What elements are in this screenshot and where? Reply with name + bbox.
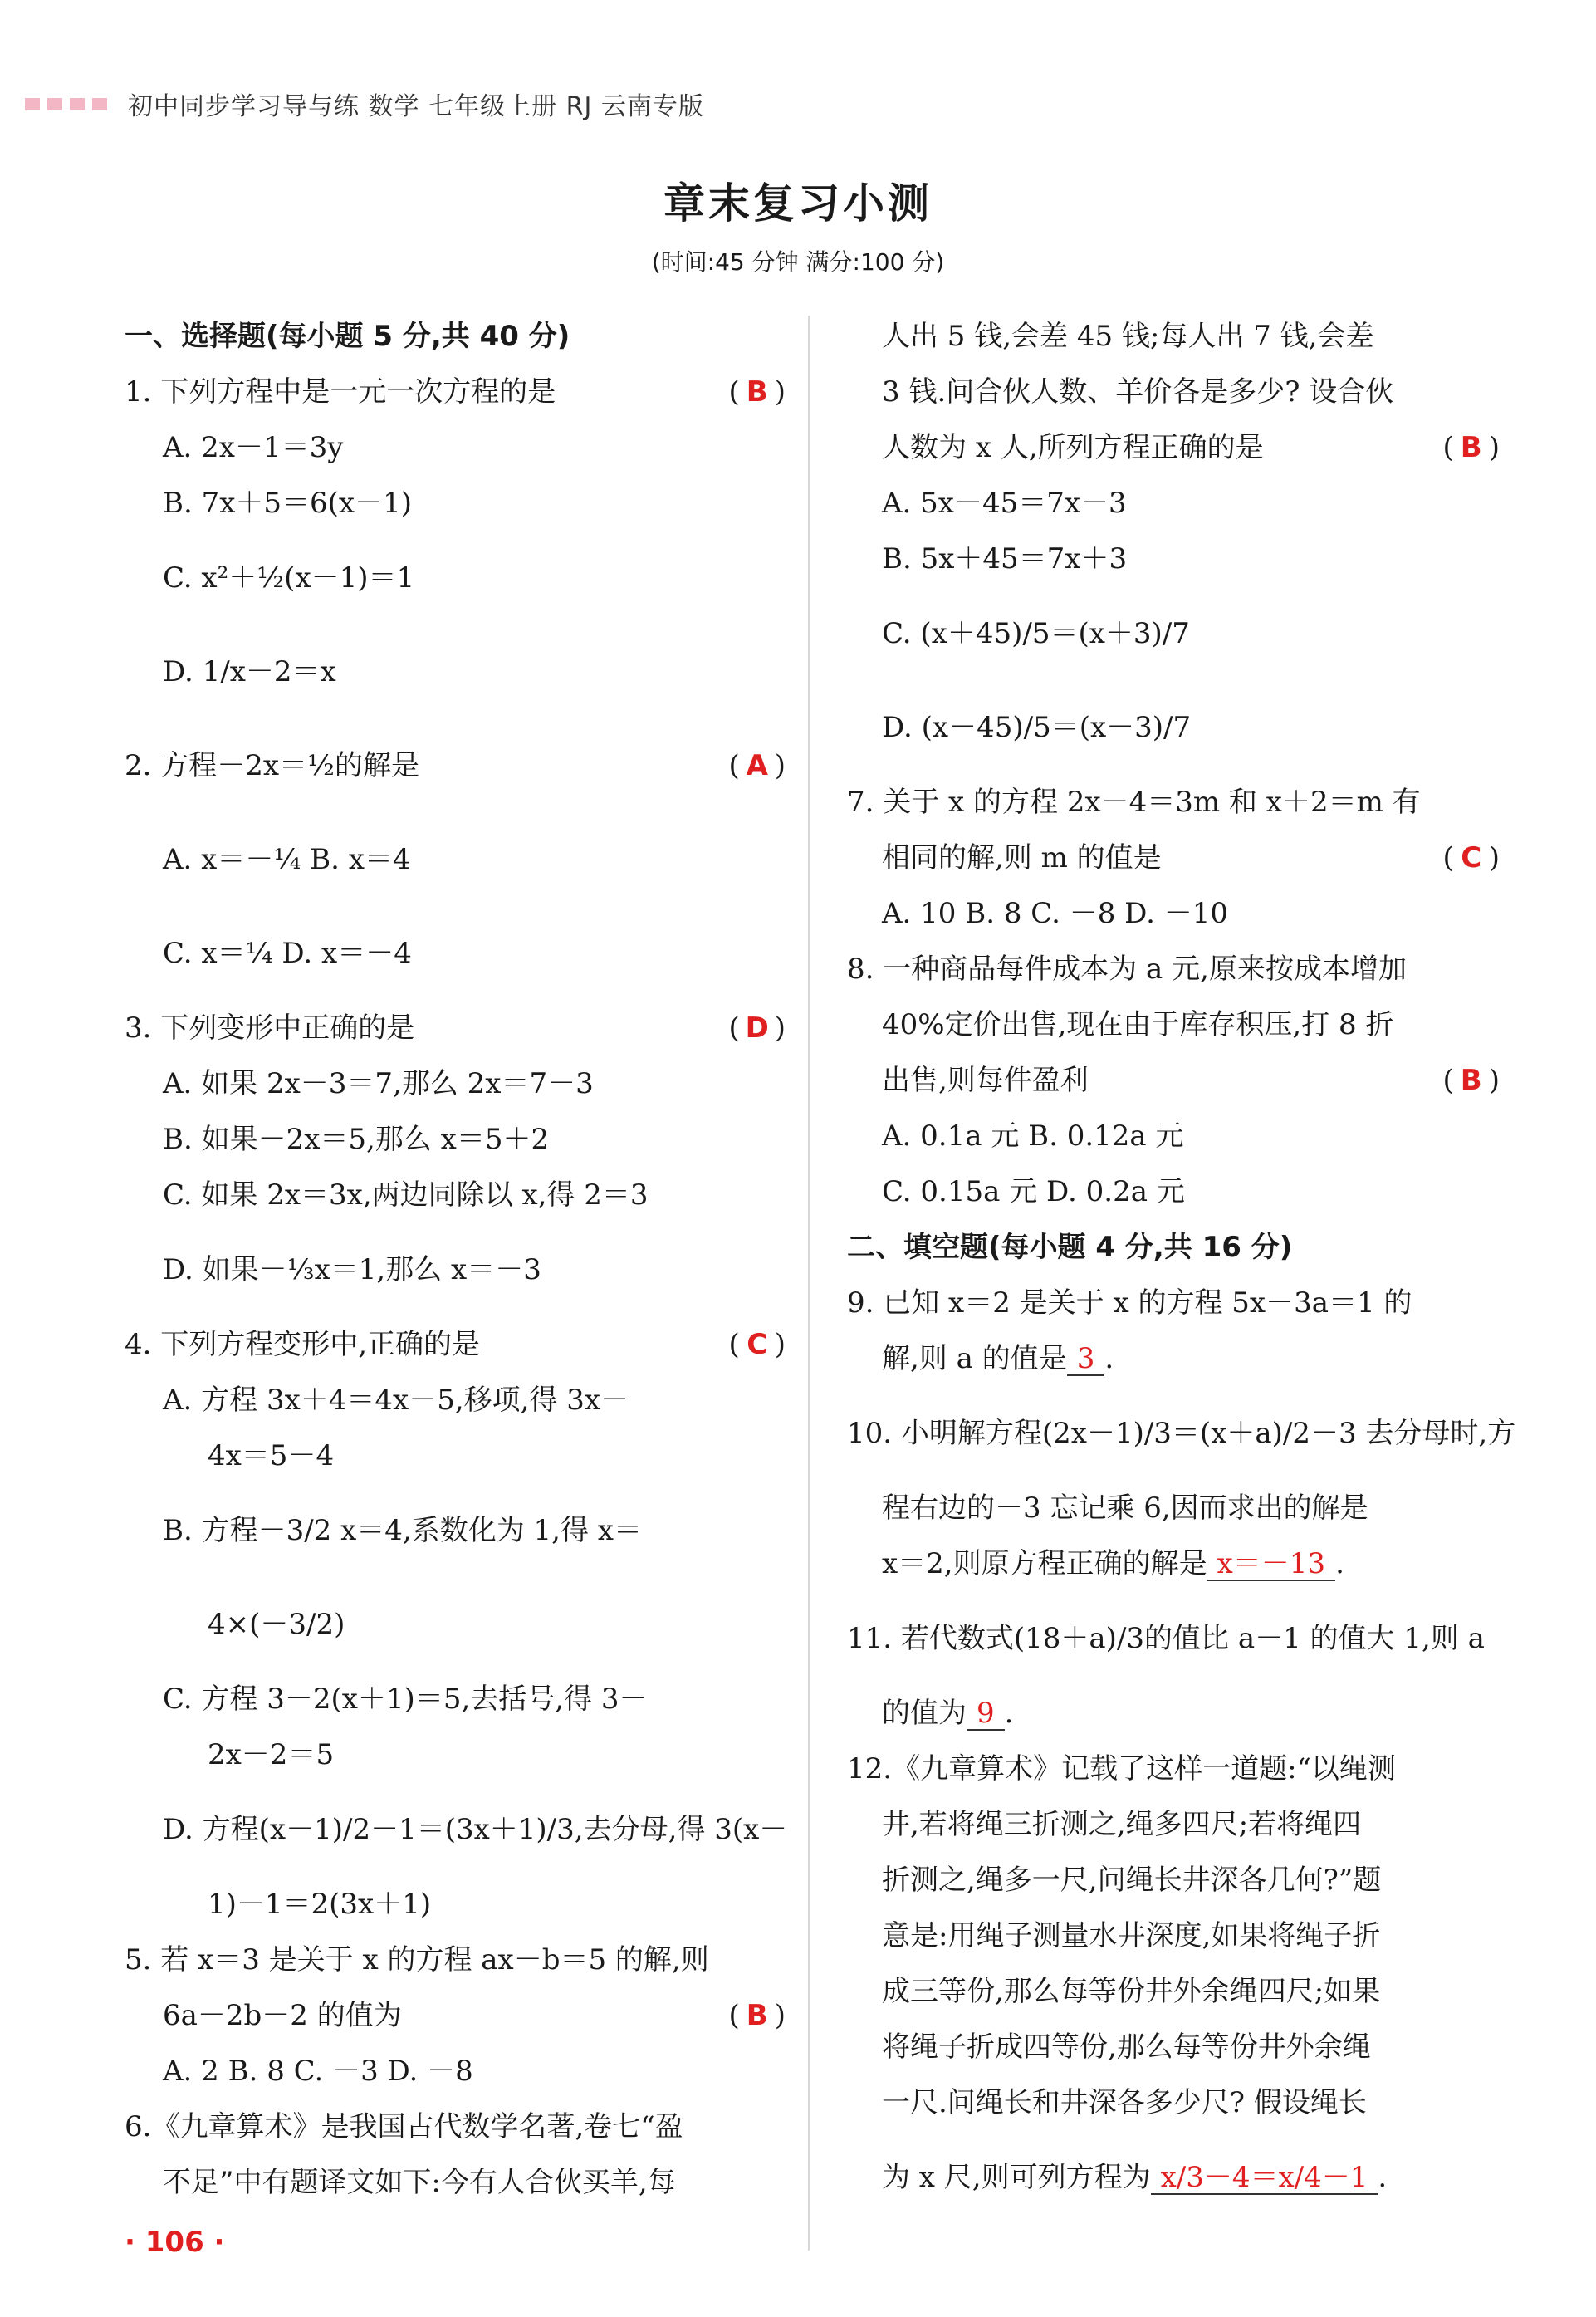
question-line bbox=[125, 1877, 789, 1932]
question-line bbox=[125, 1001, 789, 1056]
question-line bbox=[847, 420, 1503, 476]
question-line bbox=[125, 1056, 789, 1112]
question-line bbox=[125, 2155, 789, 2211]
choice-answer: B bbox=[746, 1999, 768, 2032]
question-line bbox=[847, 2075, 1503, 2131]
line-text: 6a－2b－2 的值为 bbox=[163, 1999, 402, 2032]
question-line bbox=[125, 1168, 789, 1223]
line-text: 井,若将绳三折测之,绳多四尺;若将绳四 bbox=[882, 1808, 1362, 1841]
line-text: 2x－2＝5 bbox=[208, 1738, 335, 1771]
line-text: 解,则 a 的值是 bbox=[882, 1342, 1067, 1375]
line-text: D. (x－45)/5＝(x－3)/7 bbox=[882, 711, 1192, 744]
line-text: 11. 若代数式(18＋a)/3的值比 a－1 的值大 1,则 a bbox=[847, 1622, 1485, 1655]
answer-bracket: ( B ) bbox=[1442, 420, 1500, 476]
line-text: 人出 5 钱,会差 45 钱;每人出 7 钱,会差 bbox=[882, 320, 1374, 353]
line-text-end: . bbox=[1335, 1547, 1344, 1580]
question-line bbox=[125, 1672, 789, 1727]
question-line bbox=[125, 813, 789, 907]
question-line bbox=[847, 830, 1503, 886]
line-text: D. 如果－⅓x＝1,那么 x＝－3 bbox=[163, 1253, 541, 1286]
question-line bbox=[125, 625, 789, 719]
choice-answer: A bbox=[746, 749, 768, 782]
header-square-icon bbox=[47, 98, 62, 110]
question-line bbox=[125, 1988, 789, 2044]
line-text: B. 方程－3/2 x＝4,系数化为 1,得 x＝ bbox=[163, 1514, 642, 1547]
question-line bbox=[847, 942, 1503, 997]
line-text: 4×(－3/2) bbox=[208, 1608, 345, 1641]
question-line bbox=[847, 309, 1503, 365]
line-text: C. 方程 3－2(x＋1)＝5,去括号,得 3－ bbox=[163, 1683, 648, 1716]
line-text: D. 1/x－2＝x bbox=[163, 655, 336, 688]
line-text: 出售,则每件盈利 bbox=[882, 1064, 1089, 1097]
header-square-icon bbox=[70, 98, 85, 110]
choice-answer: B bbox=[1460, 1064, 1482, 1097]
page-subtitle: (时间:45 分钟 满分:100 分) bbox=[651, 248, 945, 276]
line-text: 1. 下列方程中是一元一次方程的是 bbox=[125, 375, 556, 409]
question-line bbox=[125, 531, 789, 625]
left-column bbox=[125, 309, 789, 2211]
line-text: x＝2,则原方程正确的解是 bbox=[882, 1547, 1207, 1580]
line-text: 将绳子折成四等份,那么每等份井外余绳 bbox=[882, 2030, 1371, 2064]
question-line bbox=[847, 1797, 1503, 1853]
question-line bbox=[847, 1741, 1503, 1797]
question-line bbox=[847, 1164, 1503, 1220]
question-line bbox=[125, 1223, 789, 1317]
line-text: 相同的解,则 m 的值是 bbox=[882, 841, 1162, 874]
line-text: A. 如果 2x－3＝7,那么 2x＝7－3 bbox=[163, 1067, 594, 1100]
line-text: D. 方程(x－1)/2－1＝(3x＋1)/3,去分母,得 3(x－ bbox=[163, 1813, 788, 1846]
question-line bbox=[847, 531, 1503, 587]
line-text: A. 0.1a 元 B. 0.12a 元 bbox=[882, 1119, 1184, 1153]
line-text: 为 x 尺,则可列方程为 bbox=[882, 2161, 1151, 2194]
line-text: 成三等份,那么每等份井外余绳四尺;如果 bbox=[882, 1975, 1381, 2008]
line-text: 40%定价出售,现在由于库存积压,打 8 折 bbox=[882, 1008, 1394, 1041]
question-line bbox=[847, 775, 1503, 830]
line-text: 10. 小明解方程(2x－1)/3＝(x＋a)/2－3 去分母时,方 bbox=[847, 1417, 1516, 1450]
fill-answer: x/3－4＝x/4－1 bbox=[1151, 2163, 1378, 2195]
question-line bbox=[125, 476, 789, 531]
header-square-icon bbox=[92, 98, 107, 110]
line-text: 4. 下列方程变形中,正确的是 bbox=[125, 1328, 481, 1361]
line-text: C. 如果 2x＝3x,两边同除以 x,得 2＝3 bbox=[163, 1178, 649, 1212]
question-line bbox=[125, 719, 789, 813]
line-text: 不足”中有题译文如下:今有人合伙买羊,每 bbox=[163, 2166, 676, 2199]
choice-answer: B bbox=[1460, 431, 1482, 464]
question-line bbox=[847, 1053, 1503, 1109]
line-text: 3. 下列变形中正确的是 bbox=[125, 1012, 415, 1045]
question-line bbox=[847, 1686, 1503, 1741]
question-line bbox=[125, 1112, 789, 1168]
question-line bbox=[847, 476, 1503, 531]
question-line bbox=[125, 1727, 789, 1783]
line-text-end: . bbox=[1378, 2161, 1388, 2194]
line-text: 1)－1＝2(3x＋1) bbox=[208, 1888, 432, 1921]
question-line bbox=[125, 2044, 789, 2099]
answer-bracket: ( C ) bbox=[1442, 830, 1500, 886]
question-line bbox=[847, 1220, 1503, 1276]
page-title: 章末复习小测 bbox=[663, 179, 933, 228]
line-text-end: . bbox=[1104, 1342, 1114, 1375]
question-line bbox=[125, 2099, 789, 2155]
line-text: A. 5x－45＝7x－3 bbox=[882, 487, 1127, 520]
line-text: 8. 一种商品每件成本为 a 元,原来按成本增加 bbox=[847, 953, 1407, 986]
line-text: A. 方程 3x＋4＝4x－5,移项,得 3x－ bbox=[163, 1384, 629, 1417]
line-text: B. 如果－2x＝5,那么 x＝5＋2 bbox=[163, 1123, 550, 1156]
line-text: C. x²＋½(x－1)＝1 bbox=[163, 561, 415, 595]
question-line bbox=[847, 2020, 1503, 2075]
question-line bbox=[847, 1853, 1503, 1908]
page-header bbox=[25, 83, 704, 125]
line-text: 一尺.问绳长和井深各多少尺? 假设绳长 bbox=[882, 2086, 1367, 2119]
line-text: B. 5x＋45＝7x＋3 bbox=[882, 542, 1128, 576]
line-text: 2. 方程－2x＝½的解是 bbox=[125, 749, 420, 782]
question-line bbox=[125, 1317, 789, 1373]
question-line bbox=[125, 365, 789, 420]
fill-answer: 3 bbox=[1067, 1344, 1105, 1376]
line-text: A. 10 B. 8 C. －8 D. －10 bbox=[882, 897, 1229, 930]
line-text: 折测之,绳多一尺,问绳长井深各几何?”题 bbox=[882, 1864, 1382, 1897]
question-line bbox=[847, 997, 1503, 1053]
choice-answer: C bbox=[1461, 841, 1482, 874]
question-line bbox=[847, 1481, 1503, 1536]
line-text: 4x＝5－4 bbox=[208, 1439, 335, 1472]
question-line bbox=[847, 886, 1503, 942]
line-text: 6.《九章算术》是我国古代数学名著,卷七“盈 bbox=[125, 2110, 683, 2143]
line-text: A. 2x－1＝3y bbox=[163, 431, 344, 464]
question-line bbox=[125, 1373, 789, 1428]
choice-answer: B bbox=[746, 375, 768, 409]
question-line bbox=[125, 1484, 789, 1578]
fill-answer: 9 bbox=[967, 1698, 1005, 1731]
line-text: 二、填空题(每小题 4 分,共 16 分) bbox=[847, 1231, 1293, 1264]
line-text: A. x＝－¼ B. x＝4 bbox=[163, 843, 411, 876]
line-text: 7. 关于 x 的方程 2x－4＝3m 和 x＋2＝m 有 bbox=[847, 786, 1421, 819]
header-square-icon bbox=[25, 98, 40, 110]
answer-bracket: ( B ) bbox=[728, 1988, 786, 2044]
question-line bbox=[125, 420, 789, 476]
choice-answer: C bbox=[747, 1328, 768, 1361]
question-line bbox=[847, 587, 1503, 681]
line-text: B. 7x＋5＝6(x－1) bbox=[163, 487, 413, 520]
line-text: C. 0.15a 元 D. 0.2a 元 bbox=[882, 1175, 1185, 1208]
fill-answer: x＝－13 bbox=[1207, 1549, 1335, 1581]
answer-bracket: ( B ) bbox=[728, 365, 786, 420]
question-line bbox=[847, 1387, 1516, 1481]
right-column bbox=[847, 309, 1516, 2225]
question-line bbox=[847, 1964, 1503, 2020]
question-line bbox=[847, 681, 1503, 775]
line-text: 人数为 x 人,所列方程正确的是 bbox=[882, 431, 1264, 464]
line-text: 3 钱.问合伙人数、羊价各是多少? 设合伙 bbox=[882, 375, 1394, 409]
column-divider bbox=[808, 316, 810, 2251]
header-text: 初中同步学习导与练 数学 七年级上册 RJ 云南专版 bbox=[128, 92, 704, 121]
question-line bbox=[125, 1932, 789, 1988]
line-text: C. x＝¼ D. x＝－4 bbox=[163, 937, 412, 970]
question-line bbox=[125, 1428, 789, 1484]
answer-bracket: ( B ) bbox=[1442, 1053, 1500, 1109]
question-line bbox=[847, 1276, 1503, 1331]
question-line bbox=[847, 1331, 1503, 1387]
question-line bbox=[847, 365, 1503, 420]
line-text: C. (x＋45)/5＝(x＋3)/7 bbox=[882, 617, 1190, 650]
line-text: 9. 已知 x＝2 是关于 x 的方程 5x－3a＝1 的 bbox=[847, 1286, 1412, 1320]
line-text-end: . bbox=[1004, 1697, 1014, 1730]
page-number: · 106 · bbox=[125, 2226, 225, 2259]
line-text: 12.《九章算术》记载了这样一道题:“以绳测 bbox=[847, 1752, 1396, 1786]
line-text: 程右边的－3 忘记乘 6,因而求出的解是 bbox=[882, 1492, 1368, 1525]
question-line bbox=[125, 1578, 789, 1672]
choice-answer: D bbox=[745, 1012, 769, 1045]
line-text: 一、选择题(每小题 5 分,共 40 分) bbox=[125, 320, 570, 353]
question-line bbox=[847, 1592, 1503, 1686]
line-text: A. 2 B. 8 C. －3 D. －8 bbox=[163, 2055, 473, 2088]
line-text: 意是:用绳子测量水井深度,如果将绳子折 bbox=[882, 1919, 1381, 1952]
answer-bracket: ( D ) bbox=[728, 1001, 786, 1056]
question-line bbox=[125, 1783, 789, 1877]
line-text: 的值为 bbox=[882, 1697, 967, 1730]
question-line bbox=[847, 1536, 1503, 1592]
question-line bbox=[847, 1908, 1503, 1964]
line-text: 5. 若 x＝3 是关于 x 的方程 ax－b＝5 的解,则 bbox=[125, 1943, 709, 1977]
question-line bbox=[125, 907, 789, 1001]
question-line bbox=[847, 2131, 1503, 2225]
question-line bbox=[125, 309, 789, 365]
answer-bracket: ( A ) bbox=[728, 719, 786, 813]
answer-bracket: ( C ) bbox=[728, 1317, 786, 1373]
question-line bbox=[847, 1109, 1503, 1164]
